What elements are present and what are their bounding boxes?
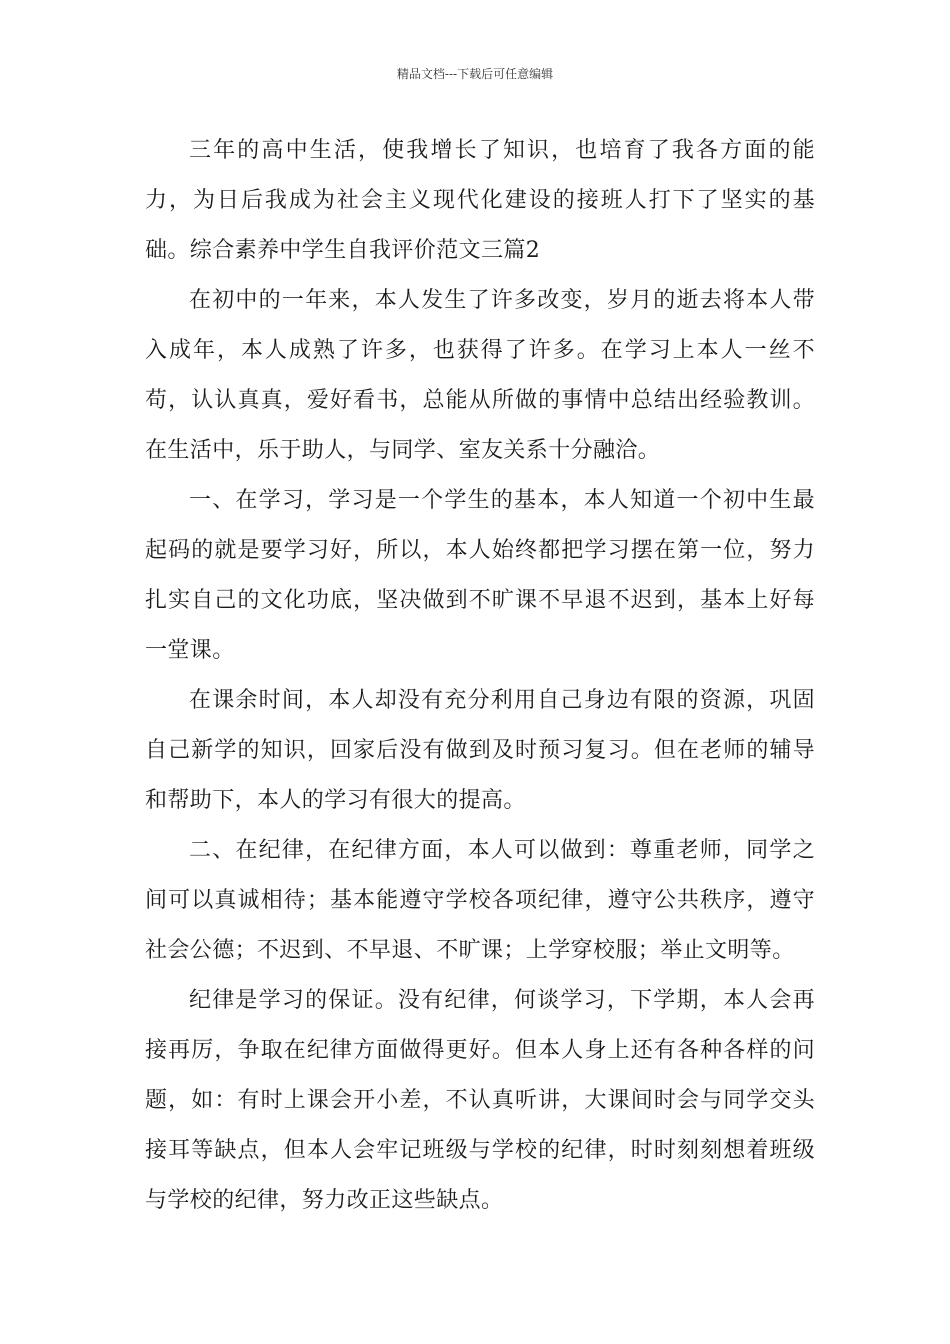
document-body	[145, 126, 815, 1226]
paragraph-2: 在初中的一年来，本人发生了许多改变，岁月的逝去将本人带入成年，本人成熟了许多，也获得了许多。在学习上本人一丝不苟，认认真真，爱好看书，总能从所做的事情中总结出经验教训。在生活中，乐于助人，与同学、室友关系十分融洽。	[145, 288, 815, 463]
paragraph-6: 纪律是学习的保证。没有纪律，何谈学习，下学期，本人会再接再厉，争取在纪律方面做得更好。但本人身上还有各种各样的问题，如：有时上课会开小差，不认真听讲，大课间时会与同学交头接耳等缺点，但本人会牢记班级与学校的纪律，时时刻刻想着班级与学校的纪律，努力改正这些缺点。	[145, 988, 815, 1213]
paragraph-4: 在课余时间，本人却没有充分利用自己身边有限的资源，巩固自己新学的知识，回家后没有做到及时预习复习。但在老师的辅导和帮助下，本人的学习有很大的提高。	[145, 688, 815, 813]
page-header: 精品文档---下载后可任意编辑	[396, 67, 554, 81]
paragraph-1: 三年的高中生活，使我增长了知识，也培育了我各方面的能力，为日后我成为社会主义现代化建设的接班人打下了坚实的基础。综合素养中学生自我评价范文三篇2	[145, 138, 815, 263]
paragraph-3: 一、在学习，学习是一个学生的基本，本人知道一个初中生最起码的就是要学习好，所以，本人始终都把学习摆在第一位，努力扎实自己的文化功底，坚决做到不旷课不早退不迟到，基本上好每一堂课。	[145, 488, 815, 663]
paragraph-5: 二、在纪律，在纪律方面，本人可以做到：尊重老师，同学之间可以真诚相待；基本能遵守学校各项纪律，遵守公共秩序，遵守社会公德；不迟到、不早退、不旷课；上学穿校服；举止文明等。	[145, 838, 815, 963]
